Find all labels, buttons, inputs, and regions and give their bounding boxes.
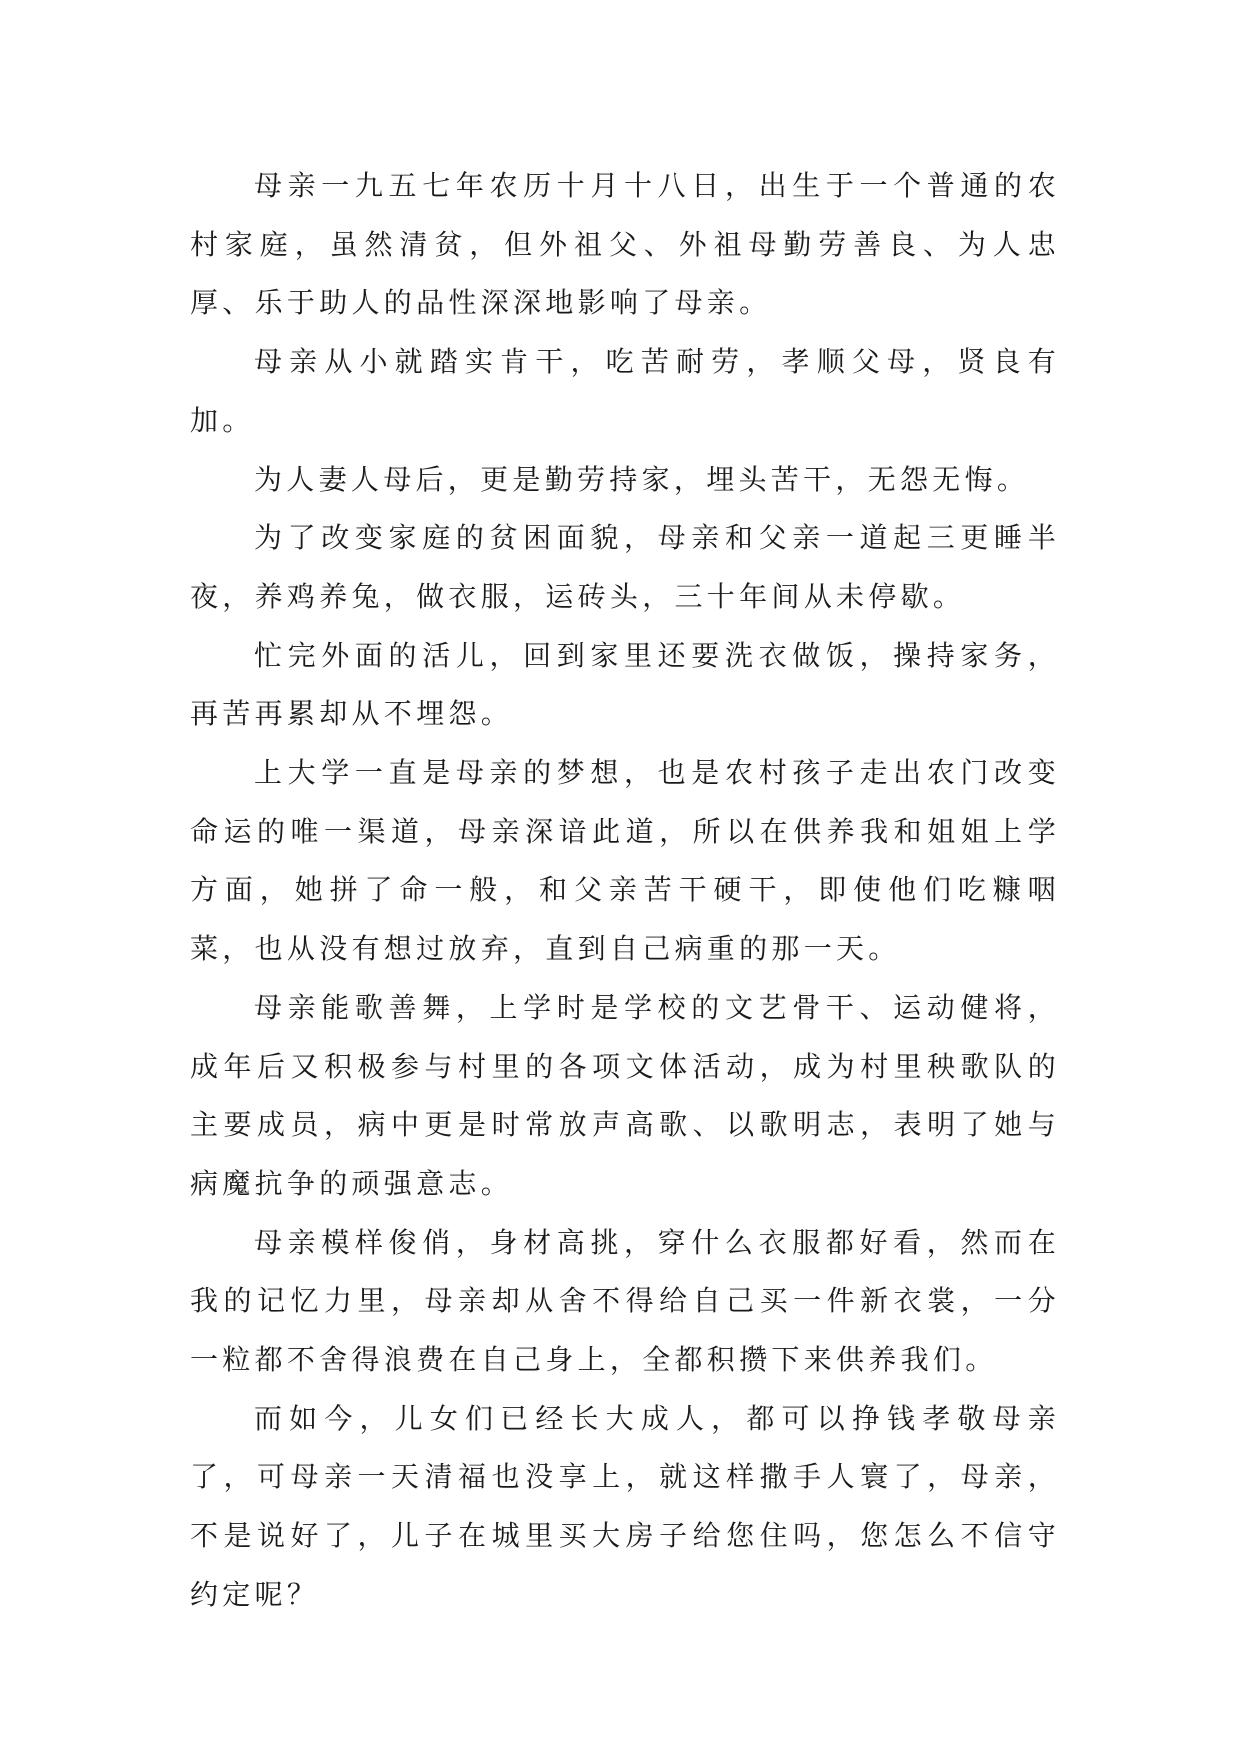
paragraph-3: 为人妻人母后，更是勤劳持家，埋头苦干，无怨无悔。 <box>254 462 1030 496</box>
document-body <box>190 157 1060 1625</box>
paragraph-8: 母亲模样俊俏，身材高挑，穿什么衣服都好看，然而在我的记忆力里，母亲却从舍不得给自己买一件新衣裳，一分一粒都不舍得浪费在自己身上，全都积攒下来供养我们。 <box>190 1225 1060 1377</box>
paragraph-1: 母亲一九五七年农历十月十八日，出生于一个普通的农村家庭，虽然清贫，但外祖父、外祖母勤劳善良、为人忠厚、乐于助人的品性深深地影响了母亲。 <box>190 169 1060 320</box>
paragraph-5: 忙完外面的活儿，回到家里还要洗衣做饭，操持家务，再苦再累却从不埋怨。 <box>190 638 1060 731</box>
paragraph-6: 上大学一直是母亲的梦想，也是农村孩子走出农门改变命运的唯一渠道，母亲深谙此道，所以在供养我和姐姐上学方面，她拼了命一般，和父亲苦干硬干，即使他们吃糠咽菜，也从没有想过放弃，直到自己病重的那一天。 <box>190 756 1060 966</box>
paragraph-4: 为了改变家庭的贫困面貌，母亲和父亲一道起三更睡半夜，养鸡养兔，做衣服，运砖头，三十年间从未停歇。 <box>190 521 1060 613</box>
paragraph-7: 母亲能歌善舞，上学时是学校的文艺骨干、运动健将，成年后又积极参与村里的各项文体活动，成为村里秧歌队的主要成员，病中更是时常放声高歌、以歌明志，表明了她与病魔抗争的顽强意志。 <box>190 990 1060 1200</box>
paragraph-2: 母亲从小就踏实肯干，吃苦耐劳，孝顺父母，贤良有加。 <box>190 345 1060 437</box>
paragraph-9: 而如今，儿女们已经长大成人，都可以挣钱孝敬母亲了，可母亲一天清福也没享上，就这样撒手人寰了，母亲，不是说好了，儿子在城里买大房子给您住吗，您怎么不信守约定呢？ <box>190 1401 1060 1611</box>
